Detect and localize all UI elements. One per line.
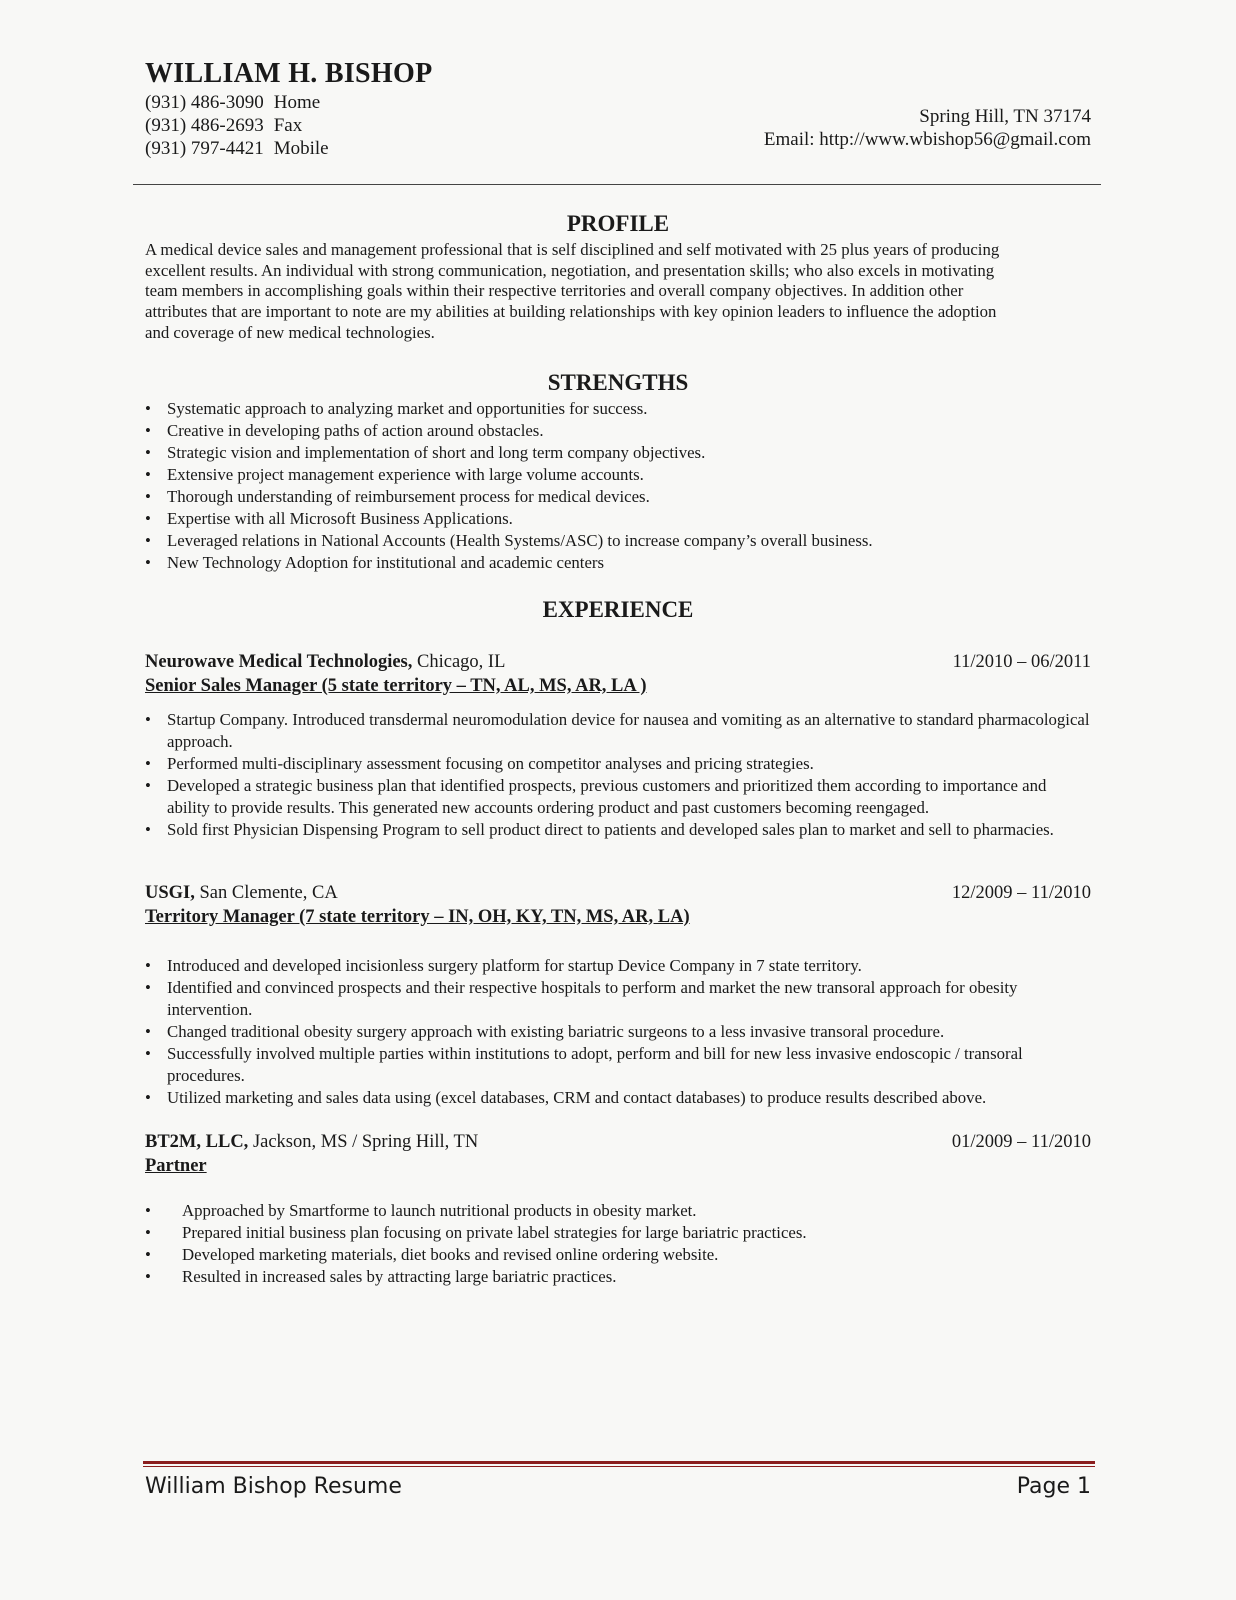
company-name: USGI, [145,883,195,903]
company-name: Neurowave Medical Technologies, [145,652,413,672]
contact-address [764,105,1091,151]
strengths-heading: STRENGTHS [547,370,689,395]
company-location: San Clemente, CA [194,883,338,903]
phone-label: Mobile [273,138,329,159]
job-dates: 01/2009 – 11/2010 [951,1132,1091,1152]
strength-item: • Systematic approach to analyzing market and opportunities for success. [145,398,1091,420]
phone-label: Fax [273,115,303,136]
strength-item: • Thorough understanding of reimbursement process for medical devices. [145,486,1091,508]
header-divider [133,184,1101,185]
phone-label: Home [273,92,321,113]
job-bullet: • Developed a strategic business plan that identified prospects, previous customers and prioritized them according to importance and ability to provide results. This generated new accounts ordering product and past customers becoming reengaged. [145,775,1091,819]
company-name: BT2M, LLC, [145,1132,249,1152]
phone-mobile [145,137,329,160]
company-location: Chicago, IL [412,652,506,672]
footer-divider [143,1461,1095,1464]
resume-name: WILLIAM H. BISHOP [145,58,433,89]
job-bullet: • Sold first Physician Dispensing Program to sell product direct to patients and developed sales plan to market and sell to pharmacies. [145,819,1091,841]
job-dates: 11/2010 – 06/2011 [952,652,1091,672]
email-line[interactable]: Email: http://www.wbishop56@gmail.com [763,129,1091,150]
profile-line: team members in accomplishing goals within their respective territories and overall company objectives. In addition other [145,281,964,301]
phone-list [145,91,329,160]
profile-heading: PROFILE [566,211,670,236]
job-header [145,883,1091,904]
job-title: Territory Manager (7 state territory – IN, OH, KY, TN, MS, AR, LA) [145,907,690,927]
job-bullets [145,955,1091,1109]
strength-item: • Strategic vision and implementation of short and long term company objectives. [145,442,1091,464]
footer-divider-thin [143,1466,1095,1467]
job-bullet: • Identified and convinced prospects and their respective hospitals to perform and market the new transoral approach for obesity intervention. [145,977,1091,1021]
job-bullet: • Introduced and developed incisionless surgery platform for startup Device Company in 7 state territory. [145,955,1091,977]
strength-item: • Creative in developing paths of action around obstacles. [145,420,1091,442]
job-title: Partner [145,1156,207,1176]
strength-item: • New Technology Adoption for institutional and academic centers [145,552,1091,574]
strengths-list [145,398,1091,574]
experience-heading: EXPERIENCE [542,597,694,622]
address-line: Spring Hill, TN 37174 [919,106,1091,127]
phone-number: (931) 486-3090 [145,92,264,113]
strength-item: • Expertise with all Microsoft Business Applications. [145,508,1091,530]
strength-item: • Leveraged relations in National Accounts (Health Systems/ASC) to increase company’s overall business. [145,530,1091,552]
job-title: Senior Sales Manager (5 state territory – TN, AL, MS, AR, LA ) [145,676,647,696]
job-bullet: • Startup Company. Introduced transdermal neuromodulation device for nausea and vomiting as an alternative to standard pharmacological approach. [145,709,1091,753]
job-bullet: • Approached by Smartforme to launch nutritional products in obesity market. [145,1200,1091,1222]
job-bullets [145,709,1091,841]
job-dates: 12/2009 – 11/2010 [951,883,1091,903]
profile-line: excellent results. An individual with strong communication, negotiation, and presentation skills; who also excels in motivating [145,260,995,280]
job-bullet: • Resulted in increased sales by attracting large bariatric practices. [145,1266,1091,1288]
job-bullet: • Utilized marketing and sales data using (excel databases, CRM and contact databases) to produce results described above. [145,1087,1091,1109]
profile-text [145,240,1085,344]
phone-number: (931) 797-4421 [145,138,264,159]
strength-item: • Extensive project management experience with large volume accounts. [145,464,1091,486]
page-number: Page 1 [1016,1474,1091,1499]
job-header [145,1132,1091,1153]
profile-line: attributes that are important to note are my abilities at building relationships with key opinion leaders to influence the adoption [145,302,997,322]
job-bullet: • Changed traditional obesity surgery approach with existing bariatric surgeons to a less invasive transoral procedure. [145,1021,1091,1043]
footer-title: William Bishop Resume [145,1474,402,1499]
profile-line: and coverage of new medical technologies. [145,322,435,342]
profile-line: A medical device sales and management professional that is self disciplined and self motivated with 25 plus years of producing [145,240,1000,259]
job-bullet: • Performed multi-disciplinary assessment focusing on competitor analyses and pricing strategies. [145,753,1091,775]
job-bullet: • Successfully involved multiple parties within institutions to adopt, perform and bill for new less invasive endoscopic / transoral procedures. [145,1043,1091,1087]
job-bullets [145,1200,1091,1288]
phone-number: (931) 486-2693 [145,115,264,136]
job-bullet: • Developed marketing materials, diet books and revised online ordering website. [145,1244,1091,1266]
phone-fax [145,114,329,137]
company-location: Jackson, MS / Spring Hill, TN [248,1132,479,1152]
job-bullet: • Prepared initial business plan focusing on private label strategies for large bariatric practices. [145,1222,1091,1244]
phone-home [145,91,329,114]
job-header [145,652,1091,673]
